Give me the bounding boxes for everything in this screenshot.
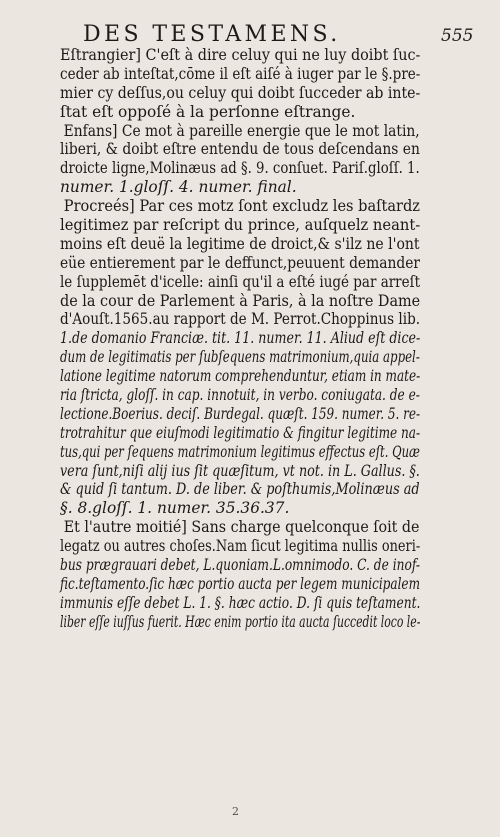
text-line: d'Aouſt.1565.au rapport de M. Perrot.Choppinus lib.: [60, 310, 421, 329]
text-line: latione legitime natorum comprehenduntur, etiam in mate-: [60, 367, 421, 386]
text-line: mier cy deſſus,ou celuy qui doibt ſucceder ab inte-: [60, 83, 421, 102]
text-line: liberi, & doibt eſtre entendu de tous deſcendans en: [60, 140, 420, 159]
text-line: liber eſſe iuſſus fuerit. Hæc enim portio ita aucta ſuccedit loco le-: [60, 612, 421, 631]
text-line: immunis eſſe debet L. 1. §. hæc actio. D. ſi quis teſtament.: [60, 593, 421, 612]
text-line: legitimez par reſcript du prince, auſquelz neant-: [60, 216, 421, 235]
text-line: & quid ſi tantum. D. de liber. & poſthumis,Molinæus ad: [60, 480, 420, 499]
text-line: Enfans] Ce mot à pareille energie que le mot latin,: [63, 121, 420, 140]
text-line: trotrahitur que eiuſmodi legitimatio & fingitur legitime na-: [60, 423, 421, 442]
text-line: ria ſtricta, gloſſ. in cap. innotuit, in verbo. coniugata. de e-: [60, 386, 420, 405]
text-line: legatz ou autres choſes.Nam ſicut legitima nullis oneri-: [60, 537, 421, 556]
running-head: DES TESTAMENS.: [83, 22, 341, 47]
text-line: eüe entierement par le deffunct,peuuent demander: [60, 253, 420, 272]
text-line: Et l'autre moitié] Sans charge quelconque ſoit de: [63, 518, 420, 537]
text-line: le ſupplemēt d'icelle: ainſi qu'il a eſté iugé par arreſt: [60, 272, 421, 291]
text-line: bus prægrauari debet, L.quoniam.L.omnimodo. C. de inof-: [60, 556, 421, 575]
text-line: Procreés] Par ces motz ſont excludz les baſtardz: [63, 197, 420, 216]
folio-mark: 2: [232, 805, 239, 818]
text-line: lectione.Boerius. deciſ. Burdegal. quæſt. 159. numer. 5. re-: [60, 404, 421, 423]
text-line: tus,qui per ſequens matrimonium legitimus effectus eſt. Quæ: [60, 442, 420, 461]
text-line: droicte ligne,Molinæus ad §. 9. conſuet. Pariſ.gloſſ. 1.: [60, 159, 420, 178]
text-line: ſtat eſt oppoſé à la perſonne eſtrange.: [60, 102, 356, 121]
text-line: §. 8.gloſſ. 1. numer. 35.36.37.: [60, 499, 290, 518]
text-line: Eſtrangier] C'eſt à dire celuy qui ne luy doibt ſuc-: [60, 46, 421, 64]
text-line: ceder ab inteſtat,cōme il eſt aiſé à iuger par le §.pre-: [60, 64, 421, 83]
text-line: dum de legitimatis per ſubſequens matrimonium,quia appel-: [60, 348, 420, 367]
text-line: vera ſunt,niſi alij ius ſit quæſitum, vt not. in L. Gallus. §.: [60, 461, 420, 480]
text-line: de la cour de Parlement à Paris, à la noſtre Dame: [60, 291, 421, 310]
body-text: [60, 46, 420, 632]
page-number: 555: [441, 26, 474, 46]
text-line: fic.teſtamento.ſic hæc portio aucta per legem municipalem: [60, 574, 420, 593]
text-line: moins eſt deuë la legitime de droict,& s'ilz ne l'ont: [60, 234, 420, 253]
text-line: 1.de domanio Franciæ. tit. 11. numer. 11. Aliud eſt dice-: [60, 329, 421, 348]
text-line: numer. 1.gloſſ. 4. numer. final.: [60, 178, 297, 197]
